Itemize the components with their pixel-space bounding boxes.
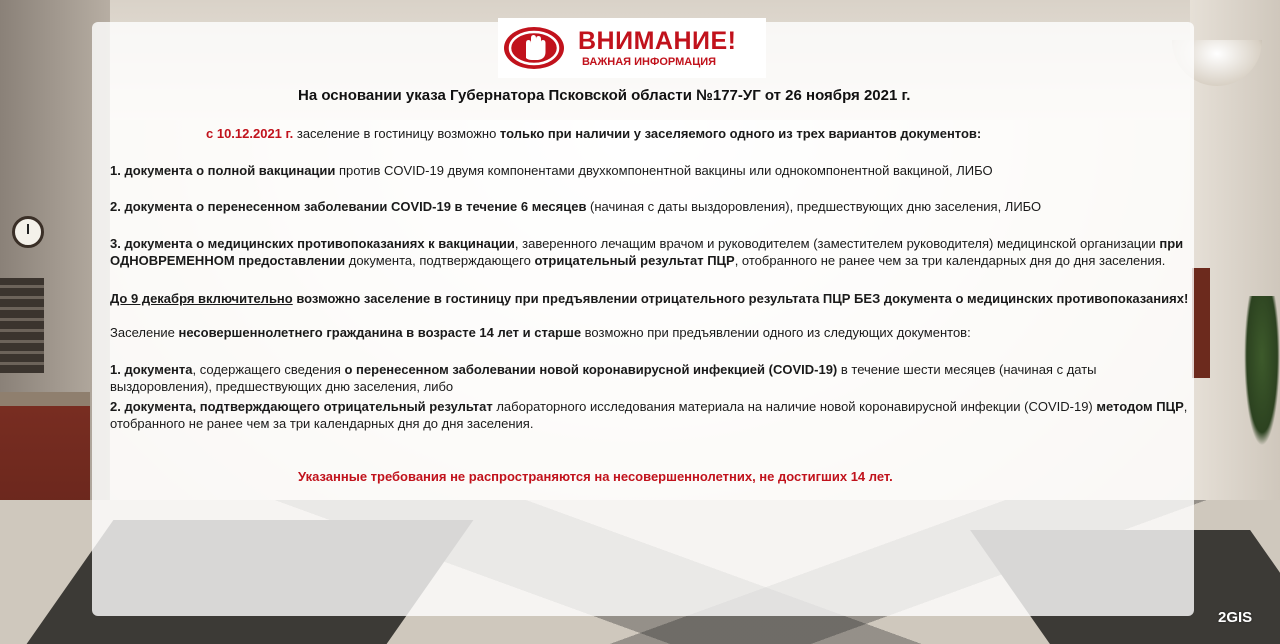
item-1-text: против COVID-19 двумя компонентами двухкомпонентной вакцины или однокомпонентной вакциной, ЛИБО [335,163,993,178]
minor-intro-text-2: возможно при предъявлении одного из следующих документов: [581,325,971,340]
minor-item-2-bold-1: 2. документа, подтверждающего отрицательный результат [110,399,493,414]
minor-item-2-text-1: лабораторного исследования материала на наличие новой коронавирусной инфекции (COVID-19) [492,399,1097,414]
requirement-item-2 [110,198,1041,215]
minor-item-1-text-1: , содержащего сведения [192,362,345,377]
watermark-logo: 2GIS [1218,609,1253,626]
minor-item-2-bold-2: методом ПЦР [1096,399,1184,414]
minor-item-1-line-2: выздоровления), предшествующих дню заселения, либо [110,379,454,394]
item-3-text: , заверенного лечащим врачом и руководителем (заместителем руководителя) медицинской организации [514,236,1160,251]
stop-hand-icon [502,25,566,71]
item-3-text-2: документа, подтверждающего [345,253,535,268]
minor-item-2-text-2: , [1183,399,1188,414]
minor-item-2-line-1 [110,398,1187,415]
notice-panel [92,22,1194,616]
item-3-bold-pcr: отрицательный результат ПЦР [534,253,735,268]
item-3-end: при [1159,236,1184,251]
banner-subtitle: ВАЖНАЯ ИНФОРМАЦИЯ [582,56,717,68]
dec9-notice [110,290,1188,307]
item-2-text: (начиная с даты выздоровления), предшествующих дню заселения, ЛИБО [586,199,1042,214]
item-3-bold-simultaneous: ОДНОВРЕМЕННОМ [110,253,235,268]
minor-intro-bold: несовершеннолетнего гражданина в возрасте 14 лет и старше [178,325,582,340]
effective-date: с 10.12.2021 г. [206,126,294,141]
lobby-plant [1244,296,1280,446]
intro-bold: только при наличии у заселяемого одного из трех вариантов документов: [499,126,982,141]
intro-paragraph [206,125,981,142]
requirement-item-1 [110,162,993,179]
item-3-bold: 3. документа о медицинских противопоказаниях к вакцинации [110,236,515,251]
item-2-bold: 2. документа о перенесенном заболевании COVID-19 в течение 6 месяцев [110,199,587,214]
dec9-text: возможно заселение в гостиницу при предъявлении отрицательного результата ПЦР БЕЗ документа о медицинских противопоказаниях! [292,291,1189,306]
minor-item-1-bold-1: 1. документа [110,362,193,377]
wall-clock [12,216,44,248]
minor-item-2-line-2: отобранного не ранее чем за три календарных дня до дня заселения. [110,416,534,431]
minor-item-1-line-1 [110,361,1097,378]
requirement-item-3-line-1 [110,235,1183,252]
minor-intro-text-1: Заселение [110,325,179,340]
minor-intro [110,324,971,341]
banner-title: ВНИМАНИЕ! [578,27,737,55]
item-3-text-3: , отобранного не ранее чем за три календарных дня до дня заселения. [734,253,1166,268]
item-3-bold-provision: предоставлении [238,253,346,268]
intro-text: заселение в гостиницу возможно [293,126,500,141]
minor-item-1-bold-2: о перенесенном заболевании новой коронавирусной инфекцией (COVID-19) [344,362,838,377]
lobby-door [1192,268,1210,378]
warning-banner [498,18,766,78]
key-shelf [0,278,44,373]
decree-heading: На основании указа Губернатора Псковской области №177-УГ от 26 ноября 2021 г. [298,87,911,104]
dec9-underlined: До 9 декабря включительно [110,291,293,306]
item-1-bold: 1. документа о полной вакцинации [110,163,336,178]
minor-item-1-text-2: в течение шести месяцев (начиная с даты [837,362,1097,377]
footer-note: Указанные требования не распространяются на несовершеннолетних, не достигших 14 лет. [298,469,893,484]
requirement-item-3-line-2 [110,252,1165,269]
